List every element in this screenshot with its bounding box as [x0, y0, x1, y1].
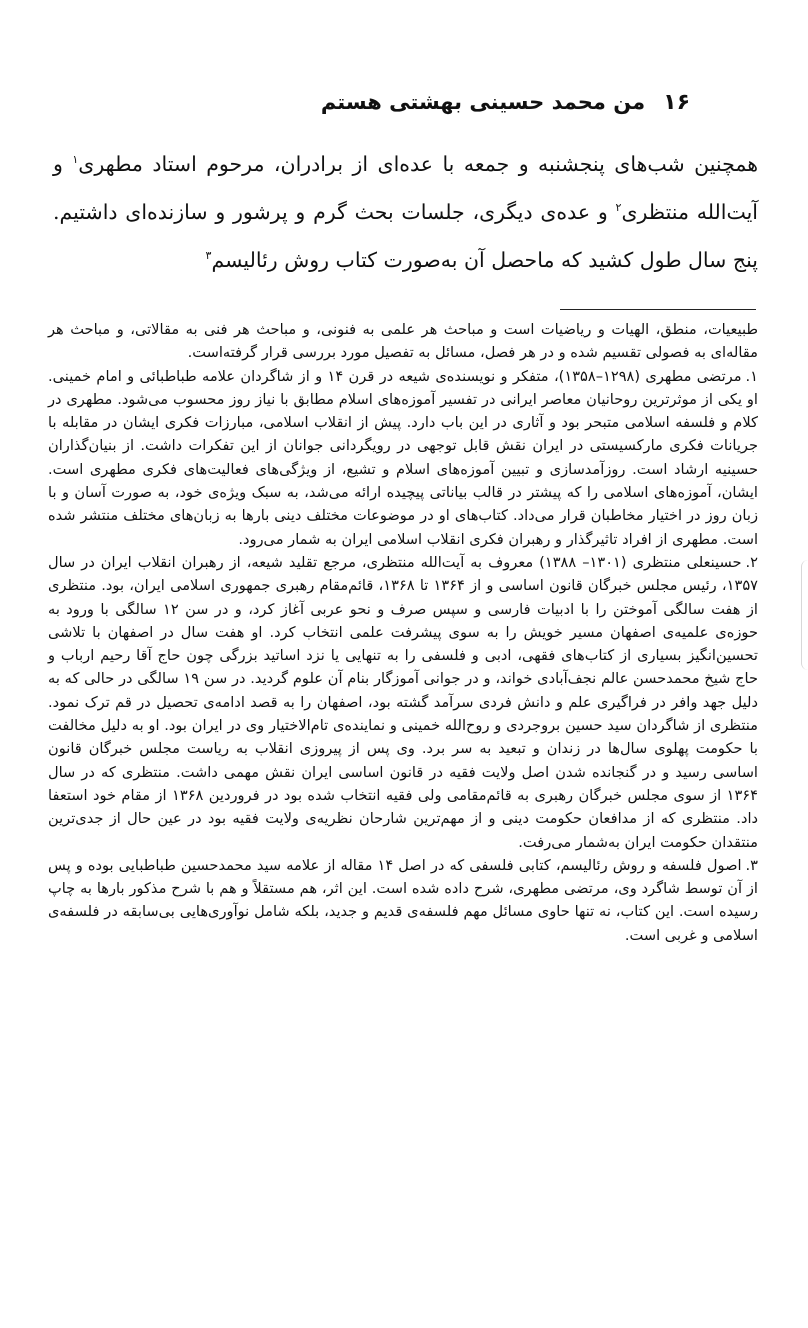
main-paragraph	[53, 140, 758, 284]
footnote-number: ۲.	[745, 553, 758, 571]
main-text-segment: و آیت‌الله منتظری	[53, 152, 758, 224]
page-header	[90, 82, 690, 122]
footnote-2	[48, 551, 758, 854]
main-text-segment: و عده‌ی دیگری، جلسات بحث گرم و پرشور و سازنده‌ای داشتیم. پنج سال طول کشید که ماحصل آن به‌صورت کتاب روش رئالیسم	[53, 200, 758, 272]
running-title: من محمد حسینی بهشتی هستم	[320, 90, 646, 114]
footnote-divider	[560, 309, 756, 310]
footnote-text: اصول فلسفه و روش رئالیسم، کتابی فلسفی که در اصل ۱۴ مقاله از علامه سید محمدحسین طباطبایی بوده و پس از آن توسط شاگرد وی، مرتضی مطهری، شرح داده شده است. این اثر، هم مستقلاً و هم با شرح مذکور بارها به چاپ رسیده است. این کتاب، نه تنها حاوی مسائل مهم فلسفه‌ی قدیم و جدید، بلکه شامل نوآوری‌هایی بی‌سابقه در فلسفه‌ی اسلامی و غربی است.	[48, 856, 758, 944]
footnote-number: ۳.	[745, 856, 759, 874]
footnote-ref-1: ۱	[72, 153, 79, 167]
footnote-1	[48, 365, 758, 551]
footnote-number: ۱.	[745, 367, 758, 385]
page-edge-shadow	[801, 560, 808, 670]
main-text-segment: همچنین شب‌های پنجشنبه و جمعه با عده‌ای از برادران، مرحوم استاد مطهری	[78, 152, 759, 176]
footnote-continuation: طبیعیات، منطق، الهیات و ریاضیات است و مباحث هر علمی به فنونی، و مباحث هر فنی به مقالاتی، و مباحث هر مقاله‌ای به فصولی تقسیم شده و در هر فصل، مسائل به تفصیل مورد بررسی قرار گرفته‌است.	[48, 321, 758, 362]
main-text	[53, 140, 758, 284]
footnote-ref-2: ۲	[615, 201, 622, 215]
footnote-3	[48, 854, 758, 947]
footnote-text: مرتضی مطهری (۱۲۹۸–۱۳۵۸)، متفکر و نویسنده‌ی شیعه در قرن ۱۴ و از شاگردان علامه طباطبائی و امام خمینی. او یکی از موثرترین روحانیان معاصر ایرانی در تفسیر آموزه‌های اسلام مطابق با نیاز روز محسوب می‌شود. مطهری در کلام و فلسفه اسلامی متبحر بود و آثاری در این باب دارد. پیش از انقلاب اسلامی، مبارزات فکری ایشان در مقابله با جریانات فکری مارکسیستی در ایران نقش قابل توجهی در رویگردانی جوانان از این تفکرات داشت. از بنیان‌گذاران حسینیه ارشاد است. روزآمدسازی و تبیین آموزه‌های اسلام و تشیع، از ویژگی‌های فعالیت‌های فکری مطهری است. ایشان، آموزه‌های اسلامی را که پیشتر در قالب بیاناتی پیچیده ارائه می‌شد، به سبک ویژه‌ی خود، به صورت آسان و با زبان روز در اختیار مخاطبان قرار می‌داد. کتاب‌های او در موضوعات مختلف دینی بارها به زبان‌های مختلف منتشر شده است. مطهری از افراد تاثیرگذار و رهبران فکری انقلاب اسلامی ایران به شمار می‌رود.	[48, 367, 758, 548]
footnote-ref-3: ۳	[205, 249, 212, 263]
footnotes	[48, 318, 758, 947]
footnote-text: حسینعلی منتظری (۱۳۰۱– ۱۳۸۸) معروف به آیت‌الله منتظری، مرجع تقلید شیعه، از رهبران انقلاب ایران در سال ۱۳۵۷، رئیس مجلس خبرگان قانون اساسی و از ۱۳۶۴ تا ۱۳۶۸، قائم‌مقام رهبری جمهوری اسلامی ایران، بود. منتظری از هفت سالگی آموختن را با ادبیات فارسی و سپس صرف و نحو عربی آغاز کرد، و در سن ۱۲ سالگی با ورود به حوزه‌ی علمیه‌ی اصفهان مسیر خویش را به سوی پیشرفت علمی انتخاب کرد. او هفت سال در اصفهان با تلاشی تحسین‌انگیز بسیاری از کتاب‌های فقهی، ادبی و فلسفی را به تنهایی یا نزد اساتید بزرگی چون حاج آقا رحیم ارباب و حاج شیخ محمدحسن عالم نجف‌آبادی خواند، و در جوانی آموزگار بنام آن علوم گردید. در سن ۱۹ سالگی در حالی که به دلیل جهد وافر در فراگیری علم و دانش فردی سرآمد گشته بود، اصفهان را به قصد ادامه‌ی تحصیل در قم ترک نمود. منتظری از شاگردان سید حسین بروجردی و روح‌الله خمینی و نماینده‌ی تام‌الاختیار وی در ایران بود. او به دلیل مخالفت با حکومت پهلوی سال‌ها در زندان و تبعید به سر برد. وی پس از پیروزی انقلاب به ریاست مجلس خبرگان قانون اساسی رسید و در گنجانده شدن اصل ولایت فقیه در قانون اساسی ایران نقش مهمی داشت. منتظری که در سال ۱۳۶۴ از سوی مجلس خبرگان رهبری به قائم‌مقامی ولی فقیه انتخاب شده بود در فروردین ۱۳۶۸ از مقام خود استعفا داد. منتظری که از مدافعان حکومت دینی و از مهم‌ترین شارحان نظریه‌ی ولایت فقیه بود در عین حال از جدی‌ترین منتقدان حکومت ایران به‌شمار می‌رفت.	[48, 553, 758, 851]
page-number: ۱۶	[663, 89, 690, 115]
